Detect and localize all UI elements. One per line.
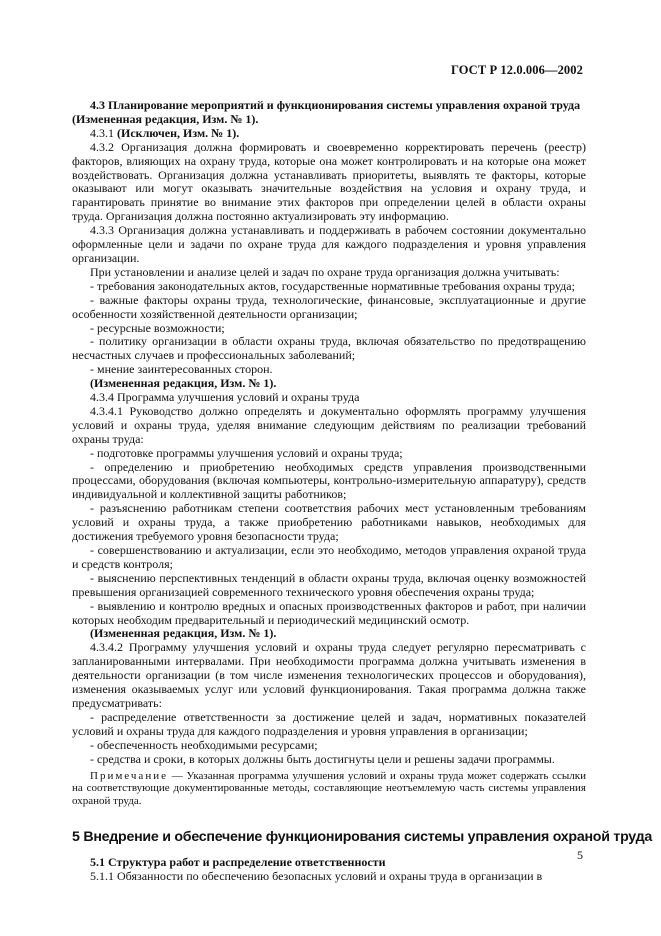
note-paragraph (72, 770, 586, 808)
page-number: 5 (577, 848, 583, 862)
list-item: - требования законодательных актов, государственные нормативные требования охраны труда; (90, 278, 575, 293)
list-item: - распределение ответственности за достижение целей и задач, нормативных показателей условий и охраны труда для каждого подразделения и уровня управления в организации; (72, 709, 586, 738)
list-item: - мнение заинтересованных сторон. (90, 362, 273, 377)
section-5-1-title: 5.1 Структура работ и распределение ответственности (90, 854, 386, 869)
document-code: ГОСТ Р 12.0.006—2002 (450, 63, 583, 77)
clause-4-3-3-intro: При установлении и анализе целей и задач по охране труда организация должна учитывать: (90, 264, 560, 279)
clause-4-3-4-2: 4.3.4.2 Программу улучшения условий и охраны труда следует регулярно пересматривать с запланированными интервалами. При необходимости программа должна учитывать изменения в деятельности организации (в том числе изменения технологических процессов и оборудования), изменения оказываемых услуг или условий функционирования. Такая программа должна также предусматривать: (72, 640, 586, 710)
list-item: - подготовке программы улучшения условий и охраны труда; (90, 445, 403, 460)
list-item: - важные факторы охраны труда, технологические, финансовые, эксплуатационные и другие особенности хозяйственной деятельности организации; (72, 292, 586, 321)
clause-4-3-4-1: 4.3.4.1 Руководство должно определять и документально оформлять программу улучшения условий и охраны труда, уделяя внимание следующим действиям по реализации требований охраны труда: (72, 403, 586, 446)
section-4-3-title: 4.3 Планирование мероприятий и функционирования системы управления охраной труда (90, 98, 581, 112)
clause-4-3-4: 4.3.4 Программа улучшения условий и охраны труда (90, 390, 360, 405)
clause-5-1-1: 5.1.1 Обязанности по обеспечению безопасных условий и охраны труда в организации в (90, 868, 543, 883)
clause-excluded-note: (Исключен, Изм. № 1). (117, 125, 240, 140)
list-item: - политику организации в области охраны труда, включая обязательство по предотвращению несчастных случаев и профессиональных заболеваний; (72, 334, 586, 363)
list-item: - средства и сроки, в которых должны быть достигнуты цели и решены задачи программы. (90, 751, 555, 766)
amendment-note: (Измененная редакция, Изм. № 1). (90, 626, 277, 641)
amendment-note: (Измененная редакция, Изм. № 1). (72, 111, 259, 126)
list-item: - разъяснению работникам степени соответствия рабочих мест установленным требованиям условий и охраны труда, а также приобретению работниками навыков, необходимых для достижения требуемого уровня безопасности труда; (72, 501, 586, 544)
document-body (72, 98, 652, 884)
note-label: Примечание (90, 769, 168, 782)
section-5-title: 5 Внедрение и обеспечение функционирования системы управления охраной труда (72, 828, 652, 845)
clause-4-3-2: 4.3.2 Организация должна формировать и своевременно корректировать перечень (реестр) факторов, влияющих на охрану труда, которые она может контролировать и на которые она может воздействовать. Организация должна устанавливать приоритеты, выявлять те факторы, которые оказывают или могут оказывать значительные воздействия на условия и охрану труда, и гарантировать принятие во внимание этих факторов при определении целей в области охраны труда. Организация должна постоянно актуализировать эту информацию. (72, 139, 586, 224)
amendment-note: (Измененная редакция, Изм. № 1). (90, 376, 277, 391)
clause-4-3-3: 4.3.3 Организация должна устанавливать и поддерживать в рабочем состоянии документально оформленные цели и задачи по охране труда для каждого подразделения и уровня управления организации. (72, 223, 586, 265)
note-text: — Указанная программа улучшения условий и охраны труда может содержать ссылки на соответствующие документированные методы, составляющие неотъемлемую часть системы управления охраной труда. (72, 769, 586, 808)
list-item: - выявлению и контролю вредных и опасных производственных факторов и работ, при наличии которых необходим предварительный и периодический медицинский осмотр. (72, 598, 586, 627)
list-item: - определению и приобретению необходимых средств управления производственными процессами, оборудования (включая компьютеры, контрольно-измерительную аппаратуру), средств индивидуальной и коллективной защиты работников; (72, 459, 586, 502)
list-item: - выяснению перспективных тенденций в области охраны труда, включая оценку возможностей превышения организацией современного технического уровня обеспечения охраны труда; (72, 570, 586, 599)
list-item: - совершенствованию и актуализации, если это необходимо, методов управления охраной труда и средств контроля; (72, 543, 586, 571)
clause-number: 4.3.1 (90, 125, 114, 140)
list-item: - ресурсные возможности; (90, 320, 225, 335)
clause-4-3-1 (72, 127, 586, 141)
list-item: - обеспеченность необходимыми ресурсами; (90, 737, 318, 752)
